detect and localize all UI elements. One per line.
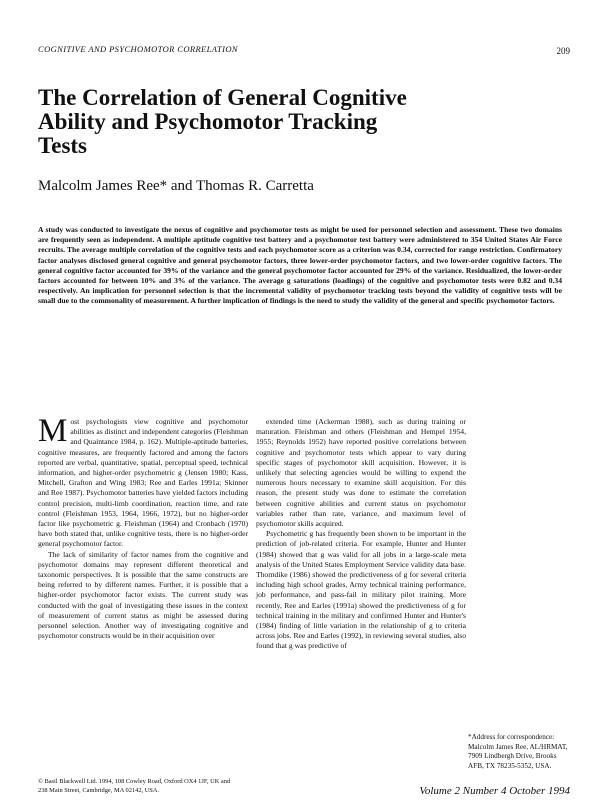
journal-issue-info: Volume 2 Number 4 October 1994	[419, 785, 570, 797]
copyright-line: © Basil Blackwell Ltd. 1994, 108 Cowley Road, Oxford OX4 1JF, UK and	[38, 778, 231, 785]
body-paragraph: Psychometric g has frequently been shown to be important in the prediction of job-related criteria. For example, Hunter and Hunter (1984) showed that g was valid for all jobs in a large-scale meta analysis of the United States Employment Service validity data base. Thorndike (1986) showed the predictiveness of g for several criteria including high school grades, Army technical training performance, job performance, and pass-fail in military pilot training. More recently, Ree and Earles (1991a) showed the predictiveness of g for technical training in the military and confirmed Hunter and Hunter's (1984) finding of little variation in the relationship of g to criteria across jobs. Ree and Earles (1992), in reviewing several studies, also found that g was predictive of	[256, 529, 466, 651]
paragraph-text: ost psychologists view cognitive and psychomotor abilities as distinct and independent categories (Fleishman and Quaintance 1984, p. 162). Multiple-aptitude batteries, cognitive measures, are frequently factored and among the factors reported are verbal, quantitative, spatial, perceptual speed, technical information, and higher-order psychometric g (Jensen 1980; Kass, Mitchell, Grafton and Wing 1983; Ree and Earles 1991a; Skinner and Ree 1987). Psychomotor batteries have yielded factors including control precision, multi-limb coordination, reaction time, and rate control (Fleishman 1953, 1964, 1966, 1972), but no higher-order factor like psychometric g. Fleishman (1964) and Cronbach (1970) have both stated that, unlike cognitive tests, there is no higher-order general psychomotor factor.	[38, 417, 248, 549]
body-paragraph: extended time (Ackerman 1988), such as during training or maturation. Fleishman and others (Fleishman and Hempel 1954, 1955; Reynolds 1952) have reported positive correlations between cognitive and psychomotor tests which appear to vary during specific stages of psychomotor skill acquisition. However, it is unlikely that selecting agencies would be willing to expend the numerous hours necessary to examine skill acquisition. For this reason, the present study was done to estimate the correlation between cognitive abilities and current status on psychomotor variables rather than rate, variance, and maximum level of psychomotor skills acquired.	[256, 417, 466, 529]
body-column-left	[38, 413, 248, 641]
title-line: The Correlation of General Cognitive	[38, 85, 407, 110]
body-column-right	[256, 417, 466, 652]
correspondence-footnote: *Address for correspondence: Malcolm James Ree, AL/HRMAT, 7909 Lindbergh Drive, Brooks AFB, TX 78235-5352, USA.	[468, 733, 568, 770]
title-line: Tests	[38, 133, 87, 158]
drop-cap: M	[38, 413, 68, 449]
copyright-line: 238 Main Street, Cambridge, MA 02142, USA.	[38, 786, 160, 794]
title-line: Ability and Psychomotor Tracking	[38, 109, 378, 134]
page-number: 209	[556, 46, 570, 56]
copyright-notice	[38, 778, 298, 795]
body-paragraph	[38, 413, 248, 550]
article-title	[38, 86, 538, 158]
author-line: Malcolm James Ree* and Thomas R. Carretta	[38, 178, 314, 194]
abstract: A study was conducted to investigate the nexus of cognitive and psychomotor tests as might be used for personnel selection and assessment. These two domains are frequently seen as independent. A multiple aptitude cognitive test battery and a psychomotor test battery were administered to 354 United States Air Force recruits. The average multiple correlation of the cognitive tests and each psychomotor score as a criterion was 0.34, corrected for range restriction. Confirmatory factor analyses disclosed general cognitive and general psychomotor factors, three lower-order psychomotor factors, and two lower-order cognitive factors. The general cognitive factor accounted for 39% of the variance and the general psychomotor factor accounted for 29% of the variance. Residualized, the lower-order factors accounted for between 10% and 3% of the variance. The average g saturations (loadings) of the cognitive and psychomotor tests were 0.82 and 0.34 respectively. An implication for personnel selection is that the incremental validity of psychomotor tracking tests beyond the validity of cognitive tests will be small due to the commonality of measurement. A further implication of findings is the need to study the validity of the general and specific psychomotor factors.	[38, 225, 562, 306]
body-paragraph: The lack of similarity of factor names from the cognitive and psychomotor domains may represent different theoretical and taxonomic perspectives. It is possible that the same constructs are being referred to by different names. Further, it is possible that a higher-order psychomotor factor exists. The current study was conducted with the goal of investigating these issues in the context of measurement of current status as might be assessed during personnel selection. Another way of investigating cognitive and psychomotor constructs would be in their acquisition over	[38, 549, 248, 641]
running-head: COGNITIVE AND PSYCHOMOTOR CORRELATION	[38, 44, 239, 54]
